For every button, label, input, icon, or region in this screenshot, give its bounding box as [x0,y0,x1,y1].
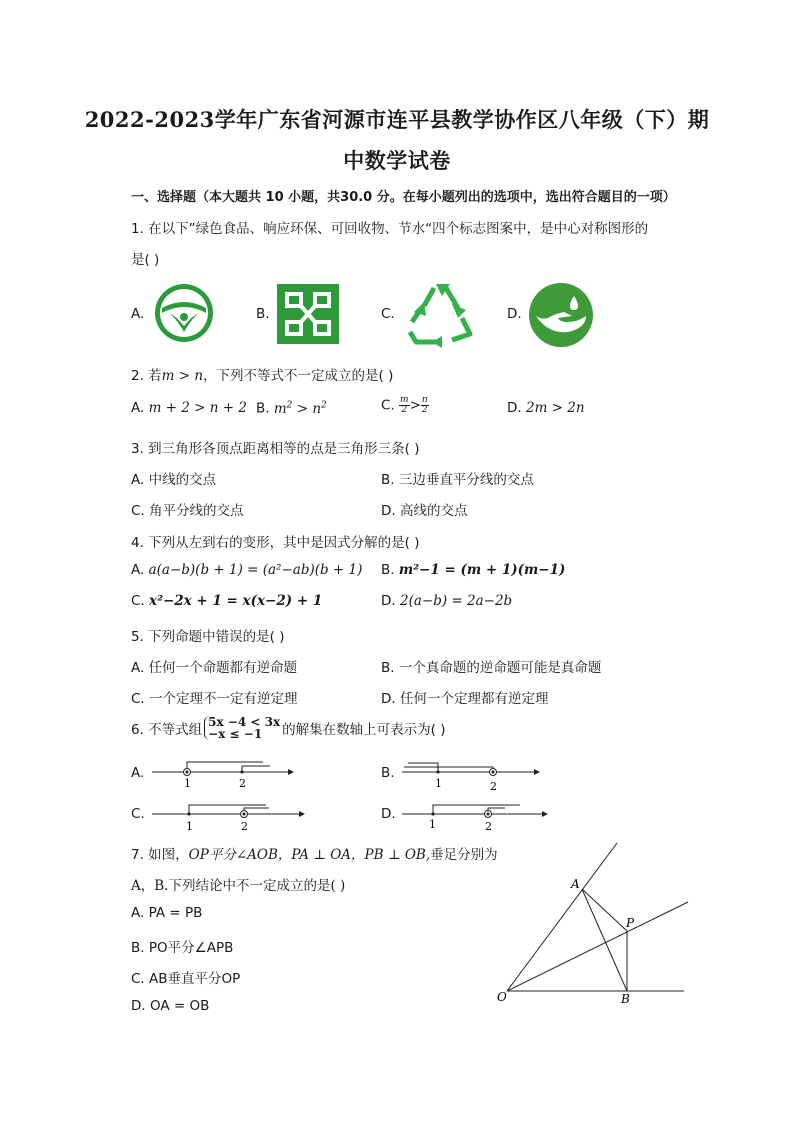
q6-option-a-label: A. [131,765,145,781]
q3-option-a: A. 中线的交点 [131,472,217,488]
q7-stem-math: OP平分∠AOB，PA ⊥ OA，PB ⊥ OB, [188,847,431,863]
q5-stem: 5. 下列命题中错误的是( ) [131,629,285,645]
q2-option-c-label: C. [381,397,395,414]
q6-inequality-system [204,716,280,740]
q7-stem-line2: A，B.下列结论中不一定成立的是( ) [131,878,346,894]
q3-stem: 3. 到三角形各顶点距离相等的点是三角形三条( ) [131,441,420,457]
q1-option-a-label: A. [131,306,145,322]
q5-option-c: C. 一个定理不一定有逆定理 [131,691,298,707]
q7-label-a: A [571,877,580,891]
q7-label-o: O [497,990,507,1004]
q7-stem-line1 [131,843,498,863]
q6-b-tick2: 2 [490,780,497,793]
q4-option-d-text: 2(a−b) = 2a−2b [399,593,513,609]
exam-title-line1: 2022-2023学年广东省河源市连平县教学协作区八年级（下）期 [84,107,710,132]
q2-c-num2: n [421,395,428,405]
q6-option-b-number-line [400,757,542,793]
q6-d-tick1: 1 [429,818,436,831]
q6-ineq2: −x ≤ −1 [208,727,263,741]
q2-stem-prefix: 2. 若 [131,368,162,384]
q2-stem [131,364,393,384]
q6-d-tick2: 2 [485,820,492,833]
q6-option-b-label: B. [381,765,395,781]
q4-option-d-label: D. [381,593,396,609]
q1-option-c-label: C. [381,306,395,322]
q7-geometry-figure [490,838,695,1008]
q2-b-sup1: 2 [286,400,293,410]
exam-title-line2: 中数学试卷 [343,148,451,173]
q7-stem-prefix: 7. 如图， [131,847,189,863]
q2-c-den2: 2 [421,405,428,415]
q2-option-a-label: A. [131,400,145,416]
q2-b-base2: n [312,400,322,417]
q2-option-b [256,400,327,417]
q4-option-b-text: m²−1 = (m + 1)(m−1) [398,562,566,578]
q6-option-c-number-line [150,797,305,835]
q1-stem-line1: 1. 在以下”绿色食品、响应环保、可回收物、节水“四个标志图案中，是中心对称图形的 [131,221,649,237]
q4-option-c-label: C. [131,593,145,609]
green-food-logo-icon [152,282,216,344]
q4-option-a-text: a(a−b)(b + 1) = (a²−ab)(b + 1) [148,562,363,578]
environment-logo-icon [277,284,339,344]
q2-c-fraction1 [399,396,410,415]
water-saving-logo-icon [528,282,594,348]
q5-option-b: B. 一个真命题的逆命题可能是真命题 [381,660,602,676]
q4-option-c [131,593,322,609]
q6-c-tick2: 2 [241,820,248,833]
q2-b-mid: > [292,400,313,417]
q2-c-den1: 2 [401,405,408,415]
q2-b-base1: m [273,400,287,417]
q6-a-tick2: 2 [239,777,246,790]
q2-stem-math: m > n [161,368,204,384]
q5-option-a: A. 任何一个命题都有逆命题 [131,660,298,676]
q6-ineq1: 5x −4 < 3x [208,715,281,729]
q2-option-b-label: B. [256,400,270,417]
q1-stem-line2: 是( ) [131,252,160,268]
q2-option-a [131,400,247,416]
q6-stem [131,716,446,740]
q4-option-b-label: B. [381,562,395,578]
q6-option-a-number-line [150,756,295,792]
q2-stem-suffix: ，下列不等式不一定成立的是( ) [203,368,394,384]
q3-option-d: D. 高线的交点 [381,503,468,519]
q7-option-c: C. AB垂直平分OP [131,971,241,987]
q7-option-b: B. PO平分∠APB [131,940,234,956]
q6-stem-suffix: 的解集在数轴上可表示为( ) [282,722,446,738]
q1-option-b-label: B. [256,306,270,322]
q2-c-num1: m [400,395,409,405]
section-heading: 一、选择题（本大题共 10 小题，共30.0 分。在每小题列出的选项中，选出符合题目的一项） [131,190,676,205]
q6-option-c-label: C. [131,806,145,822]
q2-c-fraction2 [421,396,429,415]
q4-option-c-text: x²−2x + 1 = x(x−2) + 1 [149,593,323,609]
q3-option-c: C. 角平分线的交点 [131,503,244,519]
q6-b-tick1: 1 [435,777,442,790]
q3-option-b: B. 三边垂直平分线的交点 [381,472,534,488]
q4-option-a [131,562,362,578]
q4-option-b [381,562,565,578]
q7-option-a: A. PA = PB [131,905,203,921]
q2-b-sup2: 2 [321,400,327,410]
q4-stem: 4. 下列从左到右的变形，其中是因式分解的是( ) [131,535,420,551]
q6-c-tick1: 1 [186,820,193,833]
q4-option-a-label: A. [131,562,145,578]
q5-option-d: D. 任何一个定理都有逆定理 [381,691,549,707]
q7-label-b: B [621,992,630,1006]
q7-label-p: P [626,916,635,930]
q6-option-d-label: D. [381,806,396,822]
q2-option-d-label: D. [507,400,522,416]
q6-a-tick1: 1 [184,777,191,790]
q2-option-a-text: m + 2 > n + 2 [148,400,247,416]
q7-option-d: D. OA = OB [131,998,210,1014]
q2-c-gt: > [409,397,421,414]
q6-option-d-number-line [400,797,550,835]
q4-option-d [381,593,512,609]
recycle-logo-icon [402,282,480,348]
q7-stem-suffix: 垂足分别为 [430,847,498,863]
q2-option-d [507,400,585,416]
q6-stem-prefix: 6. 不等式组 [131,722,203,738]
q2-option-d-text: 2m > 2n [525,400,585,416]
q1-option-d-label: D. [507,306,522,322]
q2-option-c [381,396,429,415]
